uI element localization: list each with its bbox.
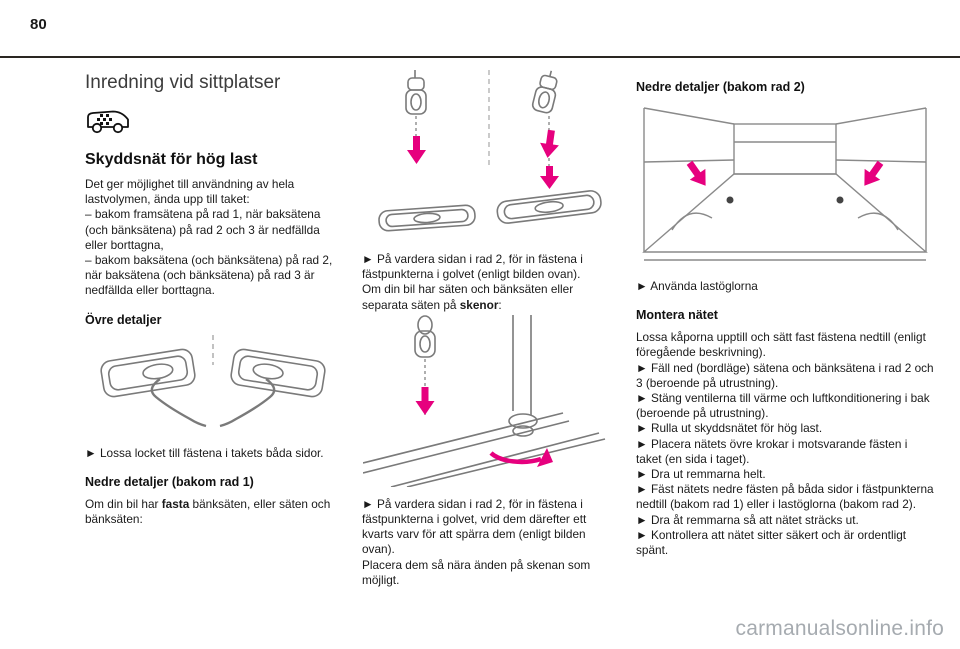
right-strap-fastener: [531, 70, 561, 114]
text-part: Om din bil har: [85, 496, 162, 511]
rail-quarter-turn-drawing: [363, 315, 615, 487]
bold-word: skenor: [459, 297, 499, 312]
page-number: 80: [30, 16, 47, 33]
right-floor-anchor: [496, 190, 602, 225]
instruction: ► Placera nätets övre krokar i motsvarande fästen i taket (en sida i taget).: [636, 436, 908, 466]
cargo-interior-outline: [644, 108, 926, 260]
subheading-mount-net: Montera nätet: [636, 308, 718, 323]
instruction: ► Fäll ned (bordläge) sätena och bänksätena i rad 2 och 3 (beroende på utrustning).: [636, 360, 934, 390]
floor-anchor-points-figure: [362, 70, 615, 242]
instruction-continued: Placera dem så nära änden på skenan som möjligt.: [362, 557, 591, 587]
column-3: [636, 68, 934, 558]
left-strap-fastener: [406, 70, 426, 114]
instruction: ► På vardera sidan i rad 2, för in fästena i fästpunkterna i golvet, vrid dem därefter ett kvarts varv för att spärra dem (enligt bilden ovan).: [362, 496, 587, 557]
text-part: Om din bil har säten och bänksäten eller separata säten på: [362, 282, 574, 312]
text-part: :: [498, 297, 502, 312]
ceiling-anchors-drawing: [88, 335, 338, 440]
watermark: carmanualsonline.info: [735, 617, 944, 640]
seat-leg-post: [509, 315, 537, 436]
instruction: ► Dra ut remmarna helt.: [636, 467, 766, 482]
instruction: ► Kontrollera att nätet sitter säkert och är ordentligt spänt.: [636, 527, 907, 558]
instruction: ► Rulla ut skyddsnätet för hög last.: [636, 421, 823, 436]
van-cargo-net-icon: [85, 104, 341, 141]
floor-anchor-points-drawing: [363, 70, 615, 242]
cargo-area-figure: [636, 102, 934, 267]
instruction: ► Dra åt remmarna så att nätet sträcks ut.: [636, 512, 859, 527]
left-roof-anchor-plate: [100, 348, 196, 398]
instruction-continued: [362, 282, 615, 312]
subheading-lower-details-row2: Nedre detaljer (bakom rad 2): [636, 80, 805, 94]
van-pictogram: [85, 104, 131, 136]
strap-fastener: [415, 316, 435, 357]
subheading-lower-details-row1: Nedre detaljer (bakom rad 1): [85, 474, 254, 489]
page-title: Inredning vid sittplatser: [85, 72, 281, 93]
left-lashing-eye: [727, 197, 734, 204]
section-heading: Skyddsnät för hög last: [85, 151, 258, 168]
subheading-upper-details: Övre detaljer: [85, 312, 162, 327]
text-part: bänksäten, eller säten och bänksäten:: [85, 496, 331, 527]
cargo-area-drawing: [638, 102, 932, 267]
net-grid-pattern: [97, 114, 112, 125]
intro-text: Det ger möjlighet till användning av hela lastvolymen, ända upp till taket:: [85, 177, 295, 207]
dash-item: – bakom baksätena (och bänksätena) på rad 2, när baksätena (och bänksätena) på rad 3 är nedfällda eller borttagna.: [85, 253, 333, 298]
seat-rails: [363, 413, 605, 487]
rail-quarter-turn-figure: [362, 315, 615, 487]
header-rule: [0, 56, 960, 58]
mount-intro: Lossa kåporna upptill och sätt fast fästena nedtill (enligt föregående beskrivning).: [636, 330, 926, 360]
left-floor-anchor: [378, 205, 475, 232]
instruction: ► Lossa locket till fästena i takets båda sidor.: [85, 445, 324, 460]
instruction: ► Stäng ventilerna till värme och luftkonditionering i bak (beroende på utrustning).: [636, 391, 930, 421]
column-1: [85, 68, 341, 527]
instruction: ► Använda lastöglorna: [636, 279, 758, 293]
right-roof-anchor-plate: [230, 348, 326, 398]
pink-down-arrow: [415, 387, 434, 415]
right-lashing-eye: [837, 197, 844, 204]
bold-word: fasta: [161, 496, 190, 511]
ceiling-anchors-figure: [85, 335, 341, 440]
instruction: ► På vardera sidan i rad 2, för in fästena i fästpunkterna i golvet (enligt bilden ovan).: [362, 252, 583, 282]
column-2: [362, 68, 615, 588]
instruction: ► Fäst nätets nedre fästen på båda sidor i fästpunkterna nedtill (bakom rad 1) eller i lastöglorna (bakom rad 2).: [636, 482, 934, 512]
dash-item: – bakom framsätena på rad 1, när baksätena (och bänksätena) på rad 2 och 3 är nedfällda eller borttagna,: [85, 207, 321, 252]
pink-direction-arrows: [407, 129, 561, 189]
lower-details-text: [85, 497, 341, 527]
